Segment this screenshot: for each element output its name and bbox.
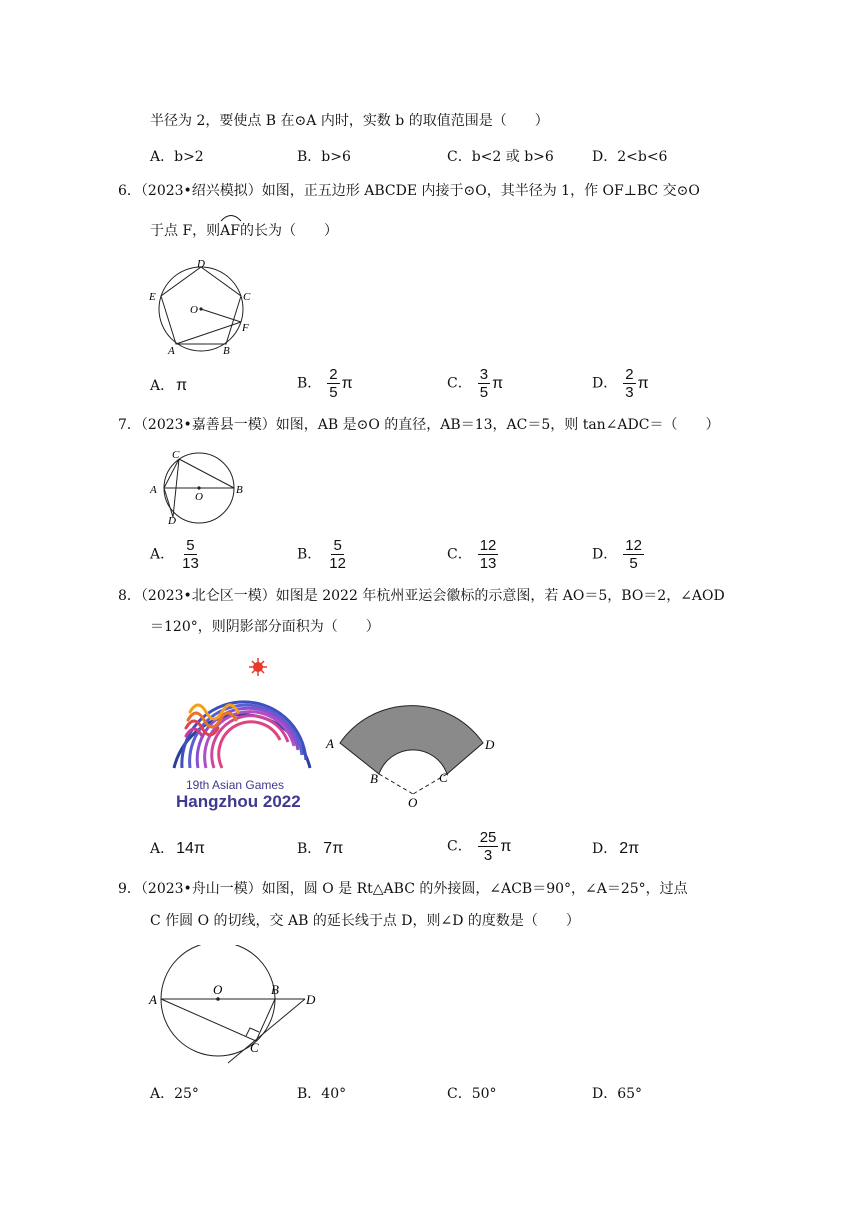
q6-option-a: A． π	[150, 377, 188, 394]
q7-option-d: D． $\frac{12}{5}$	[592, 537, 642, 572]
arc-af: AF	[220, 221, 240, 241]
label-a: A	[150, 484, 157, 496]
q7-option-a: A． $\frac{5}{13}$	[150, 537, 199, 572]
label-b: B	[236, 484, 243, 496]
q8-stem-line1: 8．（2023•北仑区一模）如图是 2022 年杭州亚运会徽标的示意图，若 AO＝5，BO＝2，∠AOD	[118, 588, 725, 604]
label-o: O	[195, 491, 203, 503]
q6-stem-pre: 于点 F，则	[150, 223, 221, 239]
label-c: C	[172, 449, 180, 461]
label-d: D	[306, 992, 316, 1007]
q5-stem: 半径为 2，要使点 B 在⊙A 内时，实数 b 的取值范围是（ ）	[150, 113, 549, 129]
q7-stem-line1: 7．（2023•嘉善县一模）如图，AB 是⊙O 的直径，AB＝13，AC＝5，则 tan∠ADC＝（ ）	[118, 417, 720, 433]
q9-option-c: C．50°	[447, 1086, 497, 1102]
q9-option-d: D．65°	[592, 1086, 643, 1102]
label-b: B	[271, 982, 279, 997]
label-d: D	[168, 515, 176, 525]
q7-option-b: B． $\frac{5}{12}$	[297, 537, 346, 572]
label-b: B	[370, 771, 378, 786]
logo-waves-icon	[160, 650, 320, 780]
q8-option-d: D． 2π	[592, 840, 640, 857]
q6-option-b: B． $\frac{2}{5}$ π	[297, 366, 353, 401]
q9-stem-line2: C 作圆 O 的切线，交 AB 的延长线于点 D，则∠D 的度数是（ ）	[150, 913, 580, 929]
q9-option-a: A．25°	[150, 1086, 199, 1102]
q6-figure-pentagon	[140, 255, 260, 360]
arc-symbol-icon	[219, 212, 243, 222]
q9-stem-line1: 9．（2023•舟山一模）如图，圆 O 是 Rt△ABC 的外接圆，∠ACB＝90°，∠A＝25°，过点	[118, 881, 688, 897]
q5-option-c: C．b<2 或 b>6	[447, 149, 554, 165]
q7-option-c: C． $\frac{12}{13}$	[447, 537, 497, 572]
q8-figure-sector	[320, 680, 510, 810]
label-c: C	[250, 1040, 259, 1055]
label-a: A	[149, 992, 157, 1007]
q6-option-c: C． $\frac{3}{5}$ π	[447, 366, 504, 401]
q5-option-a: A．b>2	[150, 149, 204, 165]
label-o: O	[408, 795, 418, 810]
asian-games-logo	[160, 650, 320, 810]
label-d: D	[485, 737, 495, 752]
logo-line1: 19th Asian Games	[186, 778, 285, 792]
q5-option-b: B．b>6	[297, 149, 351, 165]
q5-option-d: D．2<b<6	[592, 149, 668, 165]
q6-option-d: D． $\frac{2}{3}$ π	[592, 366, 649, 401]
q8-option-c: C． $\frac{25}{3}$ π	[447, 829, 512, 864]
label-f: F	[242, 322, 249, 334]
logo-line2: Hangzhou 2022	[176, 792, 301, 811]
q8-option-a: A． 14π	[150, 840, 205, 857]
q9-option-b: B．40°	[297, 1086, 347, 1102]
label-c: C	[439, 770, 448, 785]
q6-stem-line1: 6．（2023•绍兴模拟）如图，正五边形 ABCDE 内接于⊙O，其半径为 1，作 OF⊥BC 交⊙O	[118, 183, 700, 199]
q7-figure-circle	[140, 445, 255, 525]
label-d: D	[197, 258, 205, 270]
label-a: A	[326, 736, 334, 751]
q8-option-b: B． 7π	[297, 840, 344, 857]
label-a: A	[168, 345, 175, 357]
q9-figure-tangent	[140, 945, 330, 1070]
label-c: C	[243, 291, 251, 303]
q6-stem-line2	[150, 221, 338, 241]
q6-stem-post: 的长为（ ）	[240, 223, 338, 239]
label-o: O	[213, 982, 223, 997]
label-b: B	[223, 345, 230, 357]
label-o: O	[190, 304, 198, 316]
label-e: E	[149, 291, 156, 303]
q8-stem-line2: ＝120°，则阴影部分面积为（ ）	[150, 619, 380, 635]
